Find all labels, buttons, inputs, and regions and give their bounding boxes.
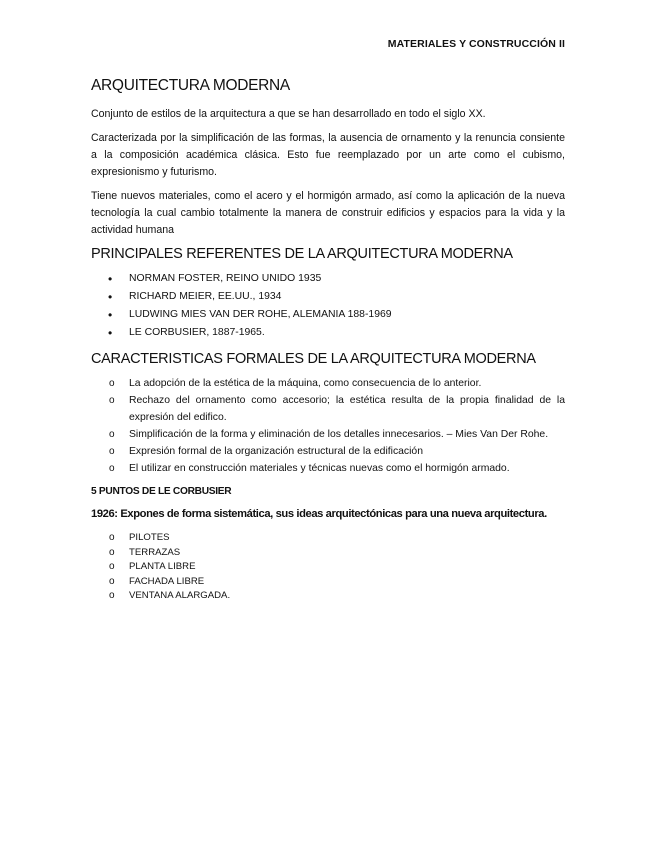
page-header: MATERIALES Y CONSTRUCCIÓN II [387,38,565,50]
section-title-referentes: PRINCIPALES REFERENTES DE LA ARQUITECTURA MODERNA [91,246,513,262]
puntos-list [91,531,565,604]
intro-paragraph: Conjunto de estilos de la arquitectura a que se han desarrollado en todo el siglo XX. [91,108,486,120]
referentes-list [91,270,565,342]
list-item: o TERRAZAS [91,546,565,561]
list-item: • RICHARD MEIER, EE.UU., 1934 [91,288,565,306]
section-title-puntos: 5 PUNTOS DE LE CORBUSIER [91,486,232,497]
list-item: • LUDWING MIES VAN DER ROHE, ALEMANIA 188-1969 [91,306,565,324]
list-item: o Expresión formal de la organización estructural de la edificación [91,443,565,460]
list-item: o PLANTA LIBRE [91,560,565,575]
materials-paragraph: Tiene nuevos materiales, como el acero y el hormigón armado, así como la aplicación de la nueva tecnología la cual cambio totalmente la manera de construir edificios y espacios para la vida y la actividad humana [91,190,565,236]
list-item: o La adopción de la estética de la máquina, como consecuencia de lo anterior. [91,375,565,392]
list-item: • NORMAN FOSTER, REINO UNIDO 1935 [91,270,565,288]
characteristics-paragraph: Caracterizada por la simplificación de las formas, la ausencia de ornamento y la renuncia consiente a la composición académica clásica. Esto fue reemplazado por un arte como el cubismo, expresionismo y futurismo. [91,132,565,178]
list-item: o VENTANA ALARGADA. [91,589,565,604]
list-item: o FACHADA LIBRE [91,575,565,590]
puntos-subtitle: 1926: Expones de forma sistemática, sus ideas arquitectónicas para una nueva arquitectura. [91,508,547,520]
list-item: • LE CORBUSIER, 1887-1965. [91,324,565,342]
section-title-arquitectura-moderna: ARQUITECTURA MODERNA [91,77,290,94]
document-body [91,77,565,613]
section-title-caracteristicas: CARACTERISTICAS FORMALES DE LA ARQUITECTURA MODERNA [91,351,536,367]
list-item: o Rechazo del ornamento como accesorio; la estética resulta de la propia finalidad de la expresión del edifico. [91,392,565,426]
list-item: o El utilizar en construcción materiales y técnicas nuevas como el hormigón armado. [91,460,565,477]
list-item: o Simplificación de la forma y eliminación de los detalles innecesarios. – Mies Van Der Rohe. [91,426,565,443]
list-item: o PILOTES [91,531,565,546]
caracteristicas-list [91,375,565,477]
